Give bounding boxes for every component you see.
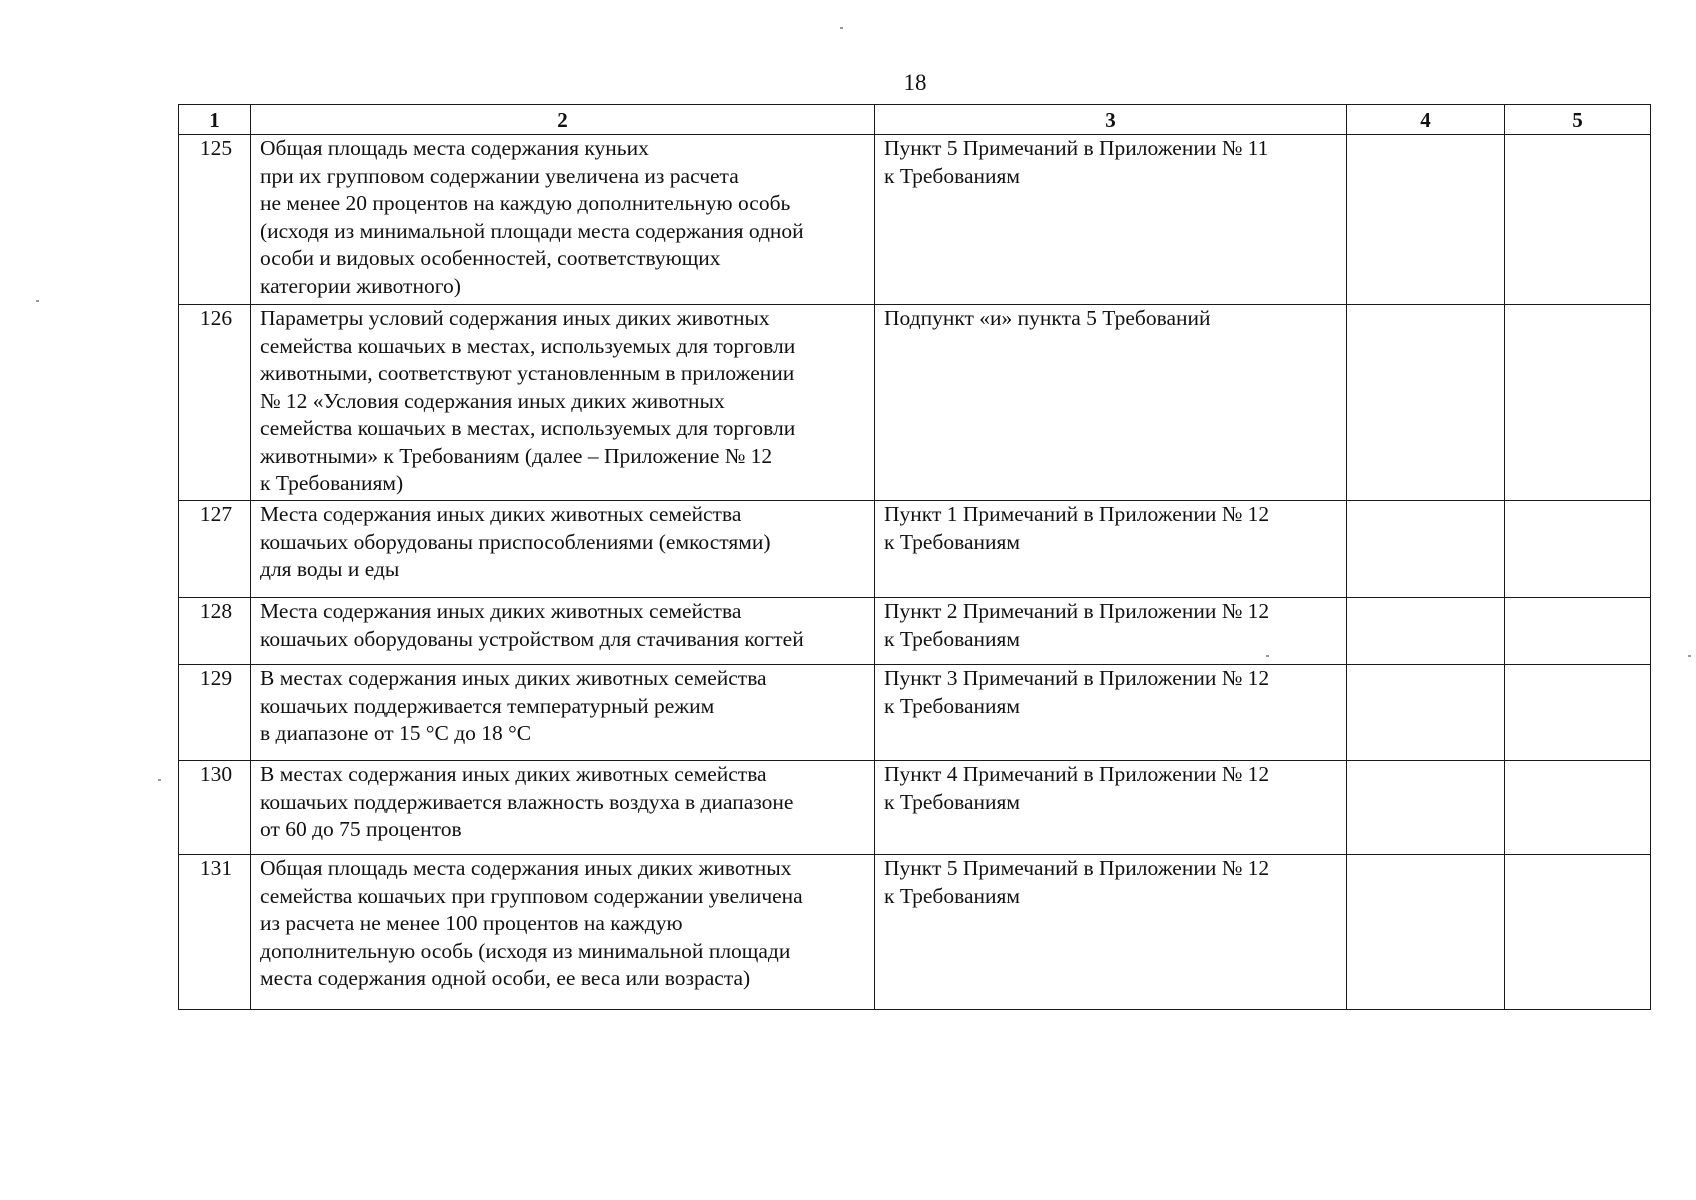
reference-line: к Требованиям	[884, 163, 1021, 188]
col5-cell	[1505, 305, 1651, 501]
table-row	[179, 761, 1651, 855]
requirement-line: Места содержания иных диких животных семейства	[260, 502, 742, 526]
column-header: 2	[251, 105, 875, 135]
requirements-table	[178, 104, 1651, 1010]
scan-speck	[158, 779, 161, 781]
reference-cell	[875, 855, 1347, 1010]
column-header: 1	[179, 105, 251, 135]
scan-speck	[840, 27, 843, 29]
reference-cell	[875, 761, 1347, 855]
requirement-line: № 12 «Условия содержания иных диких животных	[260, 388, 725, 413]
row-number: 125	[179, 135, 251, 305]
col4-cell	[1347, 761, 1505, 855]
reference-line: к Требованиям	[884, 693, 1021, 718]
requirement-cell	[251, 761, 875, 855]
reference-line: Подпункт «и» пункта 5 Требований	[884, 306, 1211, 330]
col4-cell	[1347, 598, 1505, 665]
reference-line: Пункт 5 Примечаний в Приложении № 11	[884, 136, 1269, 160]
reference-line: к Требованиям	[884, 883, 1021, 908]
requirement-line: при их групповом содержании увеличена из расчета	[260, 163, 739, 188]
requirement-line: от 60 до 75 процентов	[260, 817, 462, 841]
reference-line: к Требованиям	[884, 626, 1021, 651]
col5-cell	[1505, 135, 1651, 305]
requirement-line: в диапазоне от 15 °С до 18 °С	[260, 721, 532, 745]
requirement-line: кошачьих поддерживается влажность воздуха в диапазоне	[260, 789, 794, 814]
row-number: 126	[179, 305, 251, 501]
reference-cell	[875, 598, 1347, 665]
row-number: 131	[179, 855, 251, 1010]
col5-cell	[1505, 665, 1651, 761]
row-number: 130	[179, 761, 251, 855]
col4-cell	[1347, 855, 1505, 1010]
table-row	[179, 665, 1651, 761]
reference-cell	[875, 501, 1347, 598]
requirement-line: Общая площадь места содержания иных диких животных	[260, 856, 792, 880]
table-row	[179, 598, 1651, 665]
scan-speck	[36, 300, 39, 302]
requirement-line: места содержания одной особи, ее веса или возраста)	[260, 966, 751, 990]
column-header: 4	[1347, 105, 1505, 135]
col5-cell	[1505, 761, 1651, 855]
requirement-line: для воды и еды	[260, 557, 400, 581]
row-number: 128	[179, 598, 251, 665]
reference-line: Пункт 5 Примечаний в Приложении № 12	[884, 856, 1270, 880]
reference-line: к Требованиям	[884, 529, 1021, 554]
table-row	[179, 855, 1651, 1010]
row-number: 127	[179, 501, 251, 598]
reference-line: Пункт 2 Примечаний в Приложении № 12	[884, 599, 1270, 623]
requirement-line: из расчета не менее 100 процентов на каждую	[260, 911, 683, 935]
header-row	[179, 105, 1651, 135]
requirement-line: кошачьих поддерживается температурный режим	[260, 693, 715, 718]
reference-line: Пункт 4 Примечаний в Приложении № 12	[884, 762, 1270, 786]
requirement-line: Параметры условий содержания иных диких животных	[260, 306, 770, 330]
scan-speck	[1266, 655, 1269, 657]
requirement-line: животными» к Требованиям (далее – Приложение № 12	[260, 443, 773, 468]
reference-line: Пункт 3 Примечаний в Приложении № 12	[884, 666, 1270, 690]
reference-cell	[875, 135, 1347, 305]
col5-cell	[1505, 855, 1651, 1010]
requirement-cell	[251, 855, 875, 1010]
table-row	[179, 305, 1651, 501]
column-header: 5	[1505, 105, 1651, 135]
requirement-line: категории животного)	[260, 273, 461, 298]
requirement-cell	[251, 305, 875, 501]
requirement-line: семейства кошачьих в местах, используемых для торговли	[260, 333, 796, 358]
col4-cell	[1347, 665, 1505, 761]
reference-cell	[875, 305, 1347, 501]
requirement-line: не менее 20 процентов на каждую дополнительную особь	[260, 191, 791, 215]
requirement-line: (исходя из минимальной площади места содержания одной	[260, 218, 804, 243]
requirement-cell	[251, 665, 875, 761]
col5-cell	[1505, 598, 1651, 665]
requirement-line: Общая площадь места содержания куньих	[260, 136, 649, 160]
reference-cell	[875, 665, 1347, 761]
requirement-line: кошачьих оборудованы приспособлениями (емкостями)	[260, 529, 771, 554]
table-row	[179, 135, 1651, 305]
requirement-line: Места содержания иных диких животных семейства	[260, 599, 742, 623]
col4-cell	[1347, 135, 1505, 305]
requirement-line: семейства кошачьих при групповом содержании увеличена	[260, 883, 803, 908]
requirement-line: животными, соответствуют установленным в приложении	[260, 361, 795, 385]
requirement-cell	[251, 135, 875, 305]
requirement-line: кошачьих оборудованы устройством для стачивания когтей	[260, 626, 804, 651]
row-number: 129	[179, 665, 251, 761]
requirement-line: к Требованиям)	[260, 471, 404, 495]
reference-line: к Требованиям	[884, 789, 1021, 814]
requirement-line: семейства кошачьих в местах, используемых для торговли	[260, 416, 796, 440]
requirement-line: особи и видовых особенностей, соответствующих	[260, 246, 721, 270]
column-header: 3	[875, 105, 1347, 135]
table-row	[179, 501, 1651, 598]
col4-cell	[1347, 305, 1505, 501]
col5-cell	[1505, 501, 1651, 598]
requirement-line: В местах содержания иных диких животных семейства	[260, 666, 767, 690]
scan-speck	[1688, 655, 1691, 657]
reference-line: Пункт 1 Примечаний в Приложении № 12	[884, 502, 1270, 526]
requirement-line: В местах содержания иных диких животных семейства	[260, 762, 767, 786]
requirement-line: дополнительную особь (исходя из минимальной площади	[260, 938, 791, 963]
requirement-cell	[251, 501, 875, 598]
page-number: 18	[903, 70, 927, 95]
requirement-cell	[251, 598, 875, 665]
col4-cell	[1347, 501, 1505, 598]
